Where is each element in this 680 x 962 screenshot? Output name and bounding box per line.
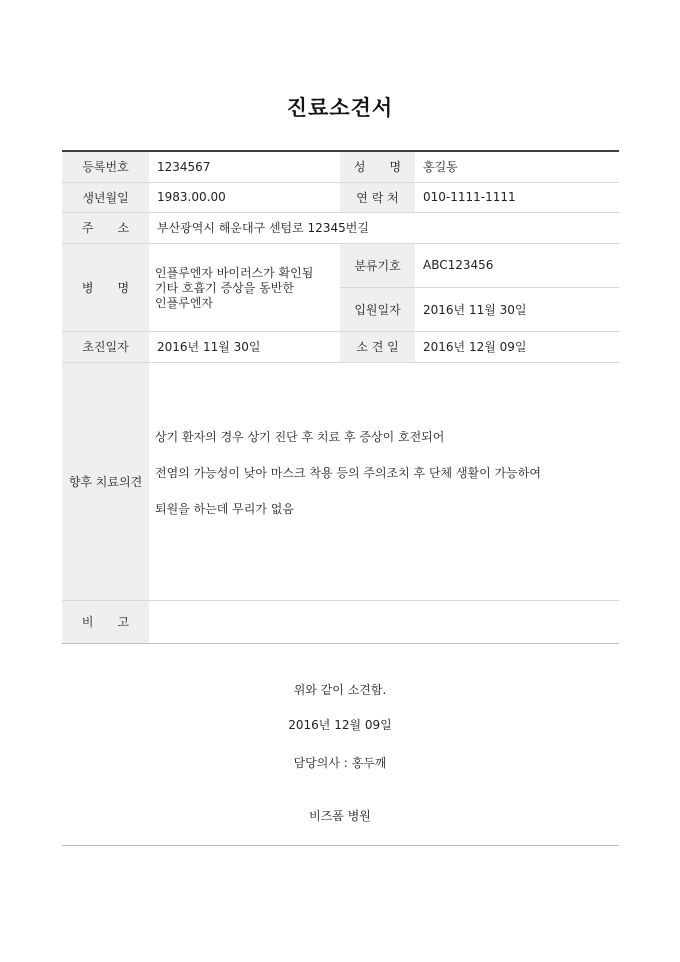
footer-doctor: 담당의사 : 홍두깨: [293, 756, 387, 770]
form-row-future-opinion: [62, 362, 619, 600]
form-row-disease: [62, 243, 619, 287]
opinion-date-label: 소 견 일: [340, 331, 415, 362]
opinion-date-value: 2016년 12월 09일: [415, 331, 619, 362]
class-code-value: ABC123456: [415, 243, 619, 287]
admission-date-label: 입원일자: [340, 287, 415, 331]
contact-label: 연 락 처: [340, 182, 415, 212]
remarks-label: 비 고: [62, 600, 149, 643]
medical-opinion-form: [62, 150, 619, 644]
document-title: 진료소견서: [286, 96, 394, 120]
footer-statement: 위와 같이 소견함.: [293, 683, 387, 697]
future-opinion-label: 향후 치료의견: [62, 362, 149, 600]
contact-value: 010-1111-1111: [415, 182, 619, 212]
form-row-birth: [62, 182, 619, 212]
form-row-remarks: [62, 600, 619, 643]
remarks-value: [149, 600, 619, 643]
opinion-line: 퇴원을 하는데 무리가 없음: [155, 501, 294, 516]
disease-line: 기타 호흡기 증상을 동반한: [155, 280, 294, 295]
birth-label: 생년월일: [62, 182, 149, 212]
first-visit-label: 초진일자: [62, 331, 149, 362]
opinion-line: 상기 환자의 경우 상기 진단 후 치료 후 증상이 호전되어: [155, 429, 445, 444]
address-value: 부산광역시 해운대구 센텀로 12345번길: [149, 212, 619, 243]
name-label: 성 명: [340, 151, 415, 182]
address-label: 주 소: [62, 212, 149, 243]
future-opinion-value: [149, 362, 619, 600]
birth-value: 1983.00.00: [149, 182, 340, 212]
footer-hospital: 비즈폼 병원: [309, 809, 371, 823]
form-row-address: [62, 212, 619, 243]
disease-line: 인플루엔자: [155, 295, 213, 310]
opinion-line: 전염의 가능성이 낮아 마스크 착용 등의 주의조치 후 단체 생활이 가능하여: [155, 465, 541, 480]
name-value: 홍길동: [415, 151, 619, 182]
first-visit-value: 2016년 11월 30일: [149, 331, 340, 362]
form-row-first-visit: [62, 331, 619, 362]
bottom-divider: [62, 845, 619, 846]
disease-value: [149, 243, 340, 331]
footer-date: 2016년 12월 09일: [288, 718, 392, 732]
disease-line: 인플루엔자 바이러스가 확인됨: [155, 265, 314, 280]
class-code-label: 분류기호: [340, 243, 415, 287]
reg-no-label: 등록번호: [62, 151, 149, 182]
reg-no-value: 1234567: [149, 151, 340, 182]
form-row-registration: [62, 151, 619, 182]
admission-date-value: 2016년 11월 30일: [415, 287, 619, 331]
disease-label: 병 명: [62, 243, 149, 331]
